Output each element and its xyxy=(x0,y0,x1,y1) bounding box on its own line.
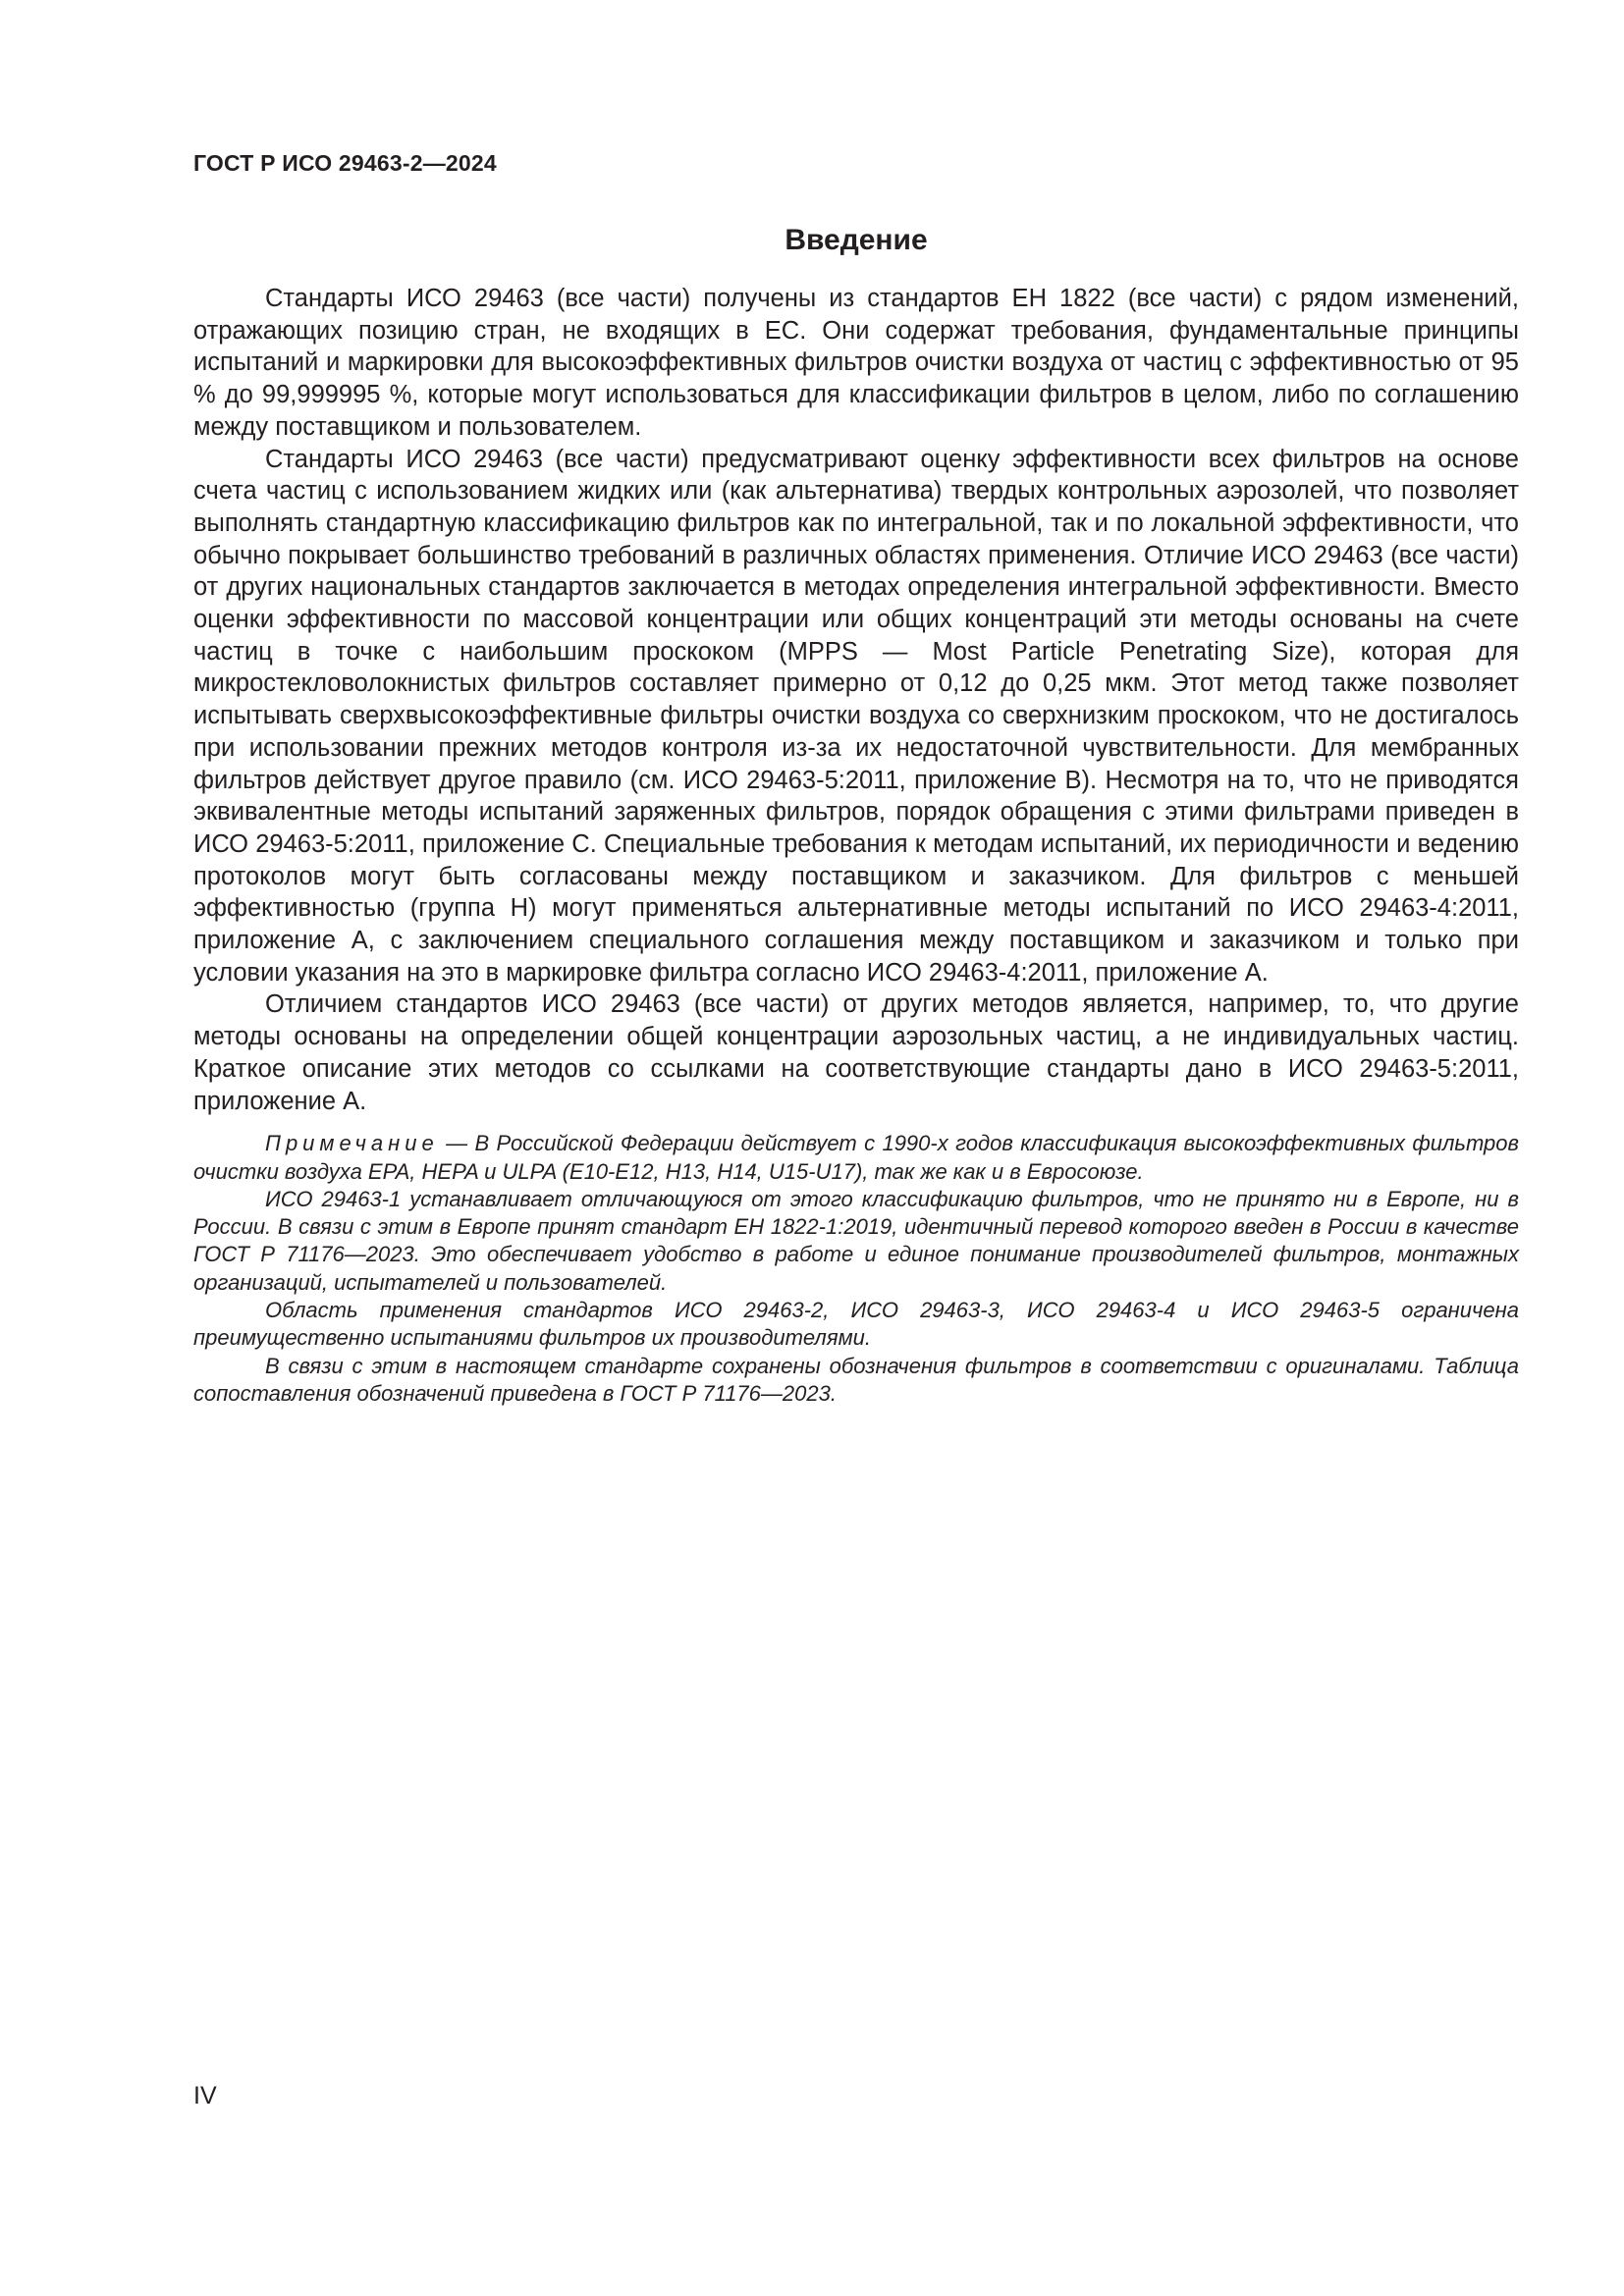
document-header: ГОСТ Р ИСО 29463-2—2024 xyxy=(193,150,497,176)
note-text: — В Российской Федерации действует с 1990-х годов классификация высокоэффективных фильтров очистки воздуха EPA, HEPA и ULPA (E10-E12, H13, H14, U15-U17), так же как и в Евросоюзе. xyxy=(193,1131,1519,1184)
paragraph: Отличием стандартов ИСО 29463 (все части) от других методов является, например, то, что другие методы основаны на определении общей концентрации аэрозольных частиц, а не индивидуальных частиц. Краткое описание этих методов со ссылками на соответствующие стандарты дано в ИСО 29463-5:2011, приложение А. xyxy=(193,990,1519,1115)
note-paragraph xyxy=(193,1130,1519,1186)
paragraph: Стандарты ИСО 29463 (все части) получены из стандартов ЕН 1822 (все части) с рядом изменений, отражающих позицию стран, не входящих в ЕС. Они содержат требования, фундаментальные принципы испытаний и маркировки для высокоэффективных фильтров очистки воздуха от частиц с эффективностью от 95 % до 99,999995 %, которые могут использоваться для классификации фильтров в целом, либо по соглашению между поставщиком и пользователем. xyxy=(193,285,1519,441)
note-block xyxy=(193,1130,1519,1408)
main-body xyxy=(193,283,1519,1408)
note-label: Примечание xyxy=(265,1131,439,1156)
section-title: Введение xyxy=(785,224,928,256)
note-paragraph: Область применения стандартов ИСО 29463-2, ИСО 29463-3, ИСО 29463-4 и ИСО 29463-5 ограничена преимущественно испытаниями фильтров их производителями. xyxy=(193,1298,1519,1351)
note-paragraph: В связи с этим в настоящем стандарте сохранены обозначения фильтров в соответствии с оригиналами. Таблица сопоставления обозначений приведена в ГОСТ Р 71176—2023. xyxy=(193,1353,1519,1406)
paragraph: Стандарты ИСО 29463 (все части) предусматривают оценку эффективности всех фильтров на основе счета частиц с использованием жидких или (как альтернатива) твердых контрольных аэрозолей, что позволяет выполнять стандартную классификацию фильтров как по интегральной, так и по локальной эффективности, что обычно покрывает большинство требований в различных областях применения. Отличие ИСО 29463 (все части) от других национальных стандартов заключается в методах определения интегральной эффективности. Вместо оценки эффективности по массовой концентрации или общих концентраций эти методы основаны на счете частиц в точке с наибольшим проскоком (MPPS — Most Particle Penetrating Size), которая для микростекловолокнистых фильтров составляет примерно от 0,12 до 0,25 мкм. Этот метод также позволяет испытывать сверхвысокоэффективные фильтры очистки воздуха со сверхнизким проскоком, что не достигалось при использовании прежних методов контроля из-за их недостаточной чувствительности. Для мембранных фильтров действует другое правило (см. ИСО 29463-5:2011, приложение В). Несмотря на то, что не приводятся эквивалентные методы испытаний заряженных фильтров, порядок обращения с этими фильтрами приведен в ИСО 29463-5:2011, приложение С. Специальные требования к методам испытаний, их периодичности и ведению протоколов могут быть согласованы между поставщиком и заказчиком. Для фильтров с меньшей эффективностью (группа Н) могут применяться альтернативные методы испытаний по ИСО 29463-4:2011, приложение А, с заключением специального соглашения между поставщиком и заказчиком и только при условии указания на это в маркировке фильтра согласно ИСО 29463-4:2011, приложение А. xyxy=(193,445,1519,987)
page-number: IV xyxy=(193,2082,217,2109)
note-paragraph: ИСО 29463-1 устанавливает отличающуюся от этого классификацию фильтров, что не принято ни в Европе, ни в России. В связи с этим в Европе принят стандарт ЕН 1822-1:2019, идентичный перевод которого введен в России в качестве ГОСТ Р 71176—2023. Это обеспечивает удобство в работе и единое понимание производителей фильтров, монтажных организаций, испытателей и пользователей. xyxy=(193,1186,1519,1295)
